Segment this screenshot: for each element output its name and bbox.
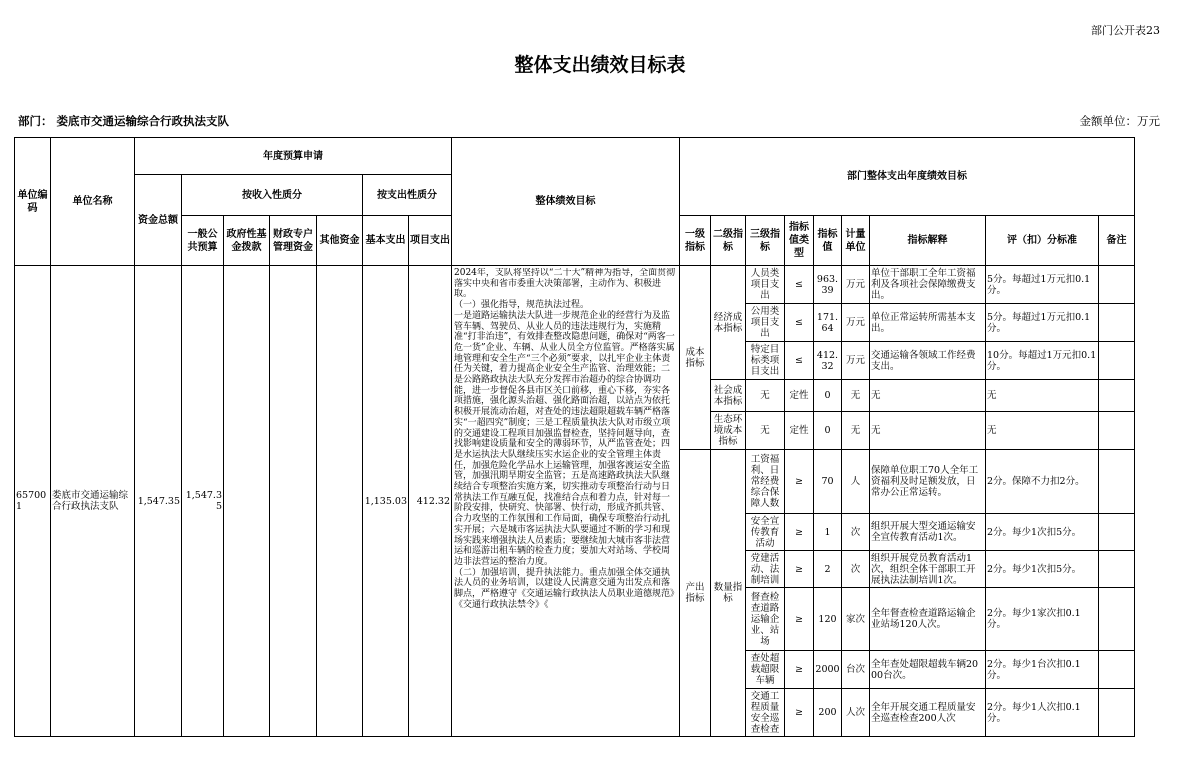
header-basic-exp: 基本支出	[363, 216, 409, 266]
indicator-type: ≥	[785, 450, 814, 514]
indicator-score: 2分。每少1次扣5分。	[986, 551, 1099, 588]
indicator-l3: 无	[746, 380, 785, 412]
indicator-value: 0	[814, 380, 842, 412]
indicator-l3: 公用类项目支出	[746, 304, 785, 342]
indicator-unit: 无	[842, 412, 870, 450]
header-remarks: 备注	[1099, 216, 1135, 266]
indicator-l3: 人员类项目支出	[746, 266, 785, 304]
project-exp-value: 412.32	[409, 266, 452, 737]
header-level3: 三级指标	[746, 216, 785, 266]
indicator-l3: 特定目标类项目支出	[746, 342, 785, 380]
indicator-explain: 交通运输各领域工作经费支出。	[870, 342, 986, 380]
indicator-l3: 安全宣传教育活动	[746, 514, 785, 551]
indicator-value: 120	[814, 588, 842, 651]
header-project-exp: 项目支出	[409, 216, 452, 266]
indicator-value: 0	[814, 412, 842, 450]
level1-cost: 成本指标	[680, 266, 711, 450]
indicator-value: 2000	[814, 651, 842, 689]
indicator-remark	[1099, 304, 1135, 342]
indicator-score: 10分。每超过1万元扣0.1分。	[986, 342, 1099, 380]
indicator-unit: 万元	[842, 304, 870, 342]
indicator-type: ≥	[785, 588, 814, 651]
header-fiscal-special: 财政专户管理资金	[270, 216, 317, 266]
indicator-remark	[1099, 450, 1135, 514]
header-unit-name: 单位名称	[51, 138, 135, 266]
indicator-type: ≤	[785, 266, 814, 304]
indicator-remark	[1099, 588, 1135, 651]
overall-goal-text	[452, 266, 680, 737]
gov-fund-value	[224, 266, 270, 737]
indicator-type: ≥	[785, 689, 814, 737]
level2-eco: 生态环境成本指标	[711, 412, 746, 450]
indicator-explain: 组织开展大型交通运输安全宣传教育活动1次。	[870, 514, 986, 551]
indicator-type: ≤	[785, 304, 814, 342]
indicator-explain: 组织开展党员教育活动1次，组织全体干部职工开展执法法制培训1次。	[870, 551, 986, 588]
indicator-remark	[1099, 551, 1135, 588]
indicator-remark	[1099, 266, 1135, 304]
indicator-unit: 家次	[842, 588, 870, 651]
unit-code: 657001	[15, 266, 51, 737]
indicator-value: 1	[814, 514, 842, 551]
header-unit: 计量单位	[842, 216, 870, 266]
page-title: 整体支出绩效目标表	[514, 54, 686, 76]
indicator-score: 5分。每超过1万元扣0.1分。	[986, 266, 1099, 304]
indicator-remark	[1099, 514, 1135, 551]
indicator-explain: 全年督查检查道路运输企业站场120人次。	[870, 588, 986, 651]
indicator-type: ≥	[785, 514, 814, 551]
indicator-score: 2分。每少1家次扣0.1分。	[986, 588, 1099, 651]
indicator-value: 412.32	[814, 342, 842, 380]
header-by-expenditure: 按支出性质分	[363, 175, 452, 216]
header-unit-code: 单位编码	[15, 138, 51, 266]
indicator-unit: 次	[842, 551, 870, 588]
indicator-type: 定性	[785, 412, 814, 450]
level2-quantity: 数量指标	[711, 450, 746, 737]
indicator-unit: 万元	[842, 266, 870, 304]
indicator-score: 无	[986, 380, 1099, 412]
indicator-unit: 人次	[842, 689, 870, 737]
indicator-type: 定性	[785, 380, 814, 412]
indicator-unit: 次	[842, 514, 870, 551]
level2-social: 社会成本指标	[711, 380, 746, 412]
header-explanation: 指标解释	[870, 216, 986, 266]
indicator-l3: 党建活动、法制培训	[746, 551, 785, 588]
indicator-type: ≥	[785, 551, 814, 588]
indicator-score: 2分。每少1台次扣0.1分。	[986, 651, 1099, 689]
indicator-value: 963.39	[814, 266, 842, 304]
indicator-value: 70	[814, 450, 842, 514]
fiscal-special-value	[270, 266, 317, 737]
indicator-value: 2	[814, 551, 842, 588]
indicator-type: ≤	[785, 342, 814, 380]
header-dept-perf: 部门整体支出年度绩效目标	[680, 138, 1135, 216]
page-number: 部门公开表23	[1091, 24, 1160, 37]
amount-unit-label: 金额单位：万元	[1079, 114, 1160, 128]
indicator-explain: 无	[870, 412, 986, 450]
indicator-score: 5分。每超过1万元扣0.1分。	[986, 304, 1099, 342]
indicator-explain: 单位干部职工全年工资福利及各项社会保障缴费支出。	[870, 266, 986, 304]
indicator-remark	[1099, 412, 1135, 450]
header-value-type: 指标值类型	[785, 216, 814, 266]
header-gov-fund: 政府性基金拨款	[224, 216, 270, 266]
header-general-budget: 一般公共预算	[182, 216, 224, 266]
department-label: 部门： 娄底市交通运输综合行政执法支队	[18, 114, 230, 128]
indicator-l3: 无	[746, 412, 785, 450]
level1-output: 产出指标	[680, 450, 711, 737]
indicator-remark	[1099, 651, 1135, 689]
indicator-value: 200	[814, 689, 842, 737]
other-funds-value	[317, 266, 363, 737]
indicator-explain: 单位正常运转所需基本支出。	[870, 304, 986, 342]
indicator-value: 171.64	[814, 304, 842, 342]
indicator-l3: 交通工程质量安全巡查检查	[746, 689, 785, 737]
header-value: 指标值	[814, 216, 842, 266]
indicator-score: 2分。保障不力扣2分。	[986, 450, 1099, 514]
header-other-funds: 其他资金	[317, 216, 363, 266]
level2-economic: 经济成本指标	[711, 266, 746, 380]
unit-name: 娄底市交通运输综合行政执法支队	[51, 266, 135, 737]
indicator-l3: 督查检查道路运输企业、站场	[746, 588, 785, 651]
header-by-income: 按收入性质分	[182, 175, 363, 216]
total-funds: 1,547.35	[135, 266, 182, 737]
indicator-explain: 全年开展交通工程质量安全巡查检查200人次	[870, 689, 986, 737]
indicator-l3: 查处超载超限车辆	[746, 651, 785, 689]
indicator-explain: 保障单位职工70人全年工资福利及时足额发放，日常办公正常运转。	[870, 450, 986, 514]
indicator-score: 2分。每少1人次扣0.1分。	[986, 689, 1099, 737]
header-level1: 一级指标	[680, 216, 711, 266]
performance-table	[14, 137, 1135, 737]
header-scoring: 评（扣）分标准	[986, 216, 1099, 266]
header-level2: 二级指标	[711, 216, 746, 266]
indicator-remark	[1099, 342, 1135, 380]
indicator-unit: 台次	[842, 651, 870, 689]
indicator-l3: 工资福利、日常经费综合保障人数	[746, 450, 785, 514]
indicator-remark	[1099, 689, 1135, 737]
indicator-remark	[1099, 380, 1135, 412]
indicator-type: ≥	[785, 651, 814, 689]
header-annual-budget: 年度预算申请	[135, 138, 452, 175]
indicator-unit: 人	[842, 450, 870, 514]
basic-exp-value: 1,135.03	[363, 266, 409, 737]
indicator-explain: 全年查处超限超载车辆2000台次。	[870, 651, 986, 689]
indicator-explain: 无	[870, 380, 986, 412]
indicator-unit: 万元	[842, 342, 870, 380]
header-total-funds: 资金总额	[135, 175, 182, 266]
indicator-unit: 无	[842, 380, 870, 412]
header-overall-goal: 整体绩效目标	[452, 138, 680, 266]
overall-goal-paragraphs: 2024年，支队将坚持以“二十大”精神为指导，全面贯彻落实中央和省市委重大决策部署，主动作为、积极进取。 （一）强化指导，规范执法过程。 一是道路运输执法大队进一步规范企业的经营行为及监管车辆、驾驶员、从业人员的违法违规行为，实施精准“打非治违”，有效排查整改隐患问题，确保对“两客一危一货”企业、车辆、从业人员全方位监管。严格落实属地管理和安全生产“三个必须”要求，以扎牢企业主体责任为关键，着力提高企业安全生产监管、治理效能；二是公路路政执法大队充分发挥市治超办的综合协调功能，进一步督促各县市区关口前移，重心下移，夯实各项措施，强化源头治超、强化路面治超，以站点为依托积极开展流动治超，对查处的违法超限超载车辆严格落实“一超四究”制度；三是工程质量执法大队对市级立项的交通建设工程项目加强监督检查，坚持问题导向，查找影响建设质量和安全的薄弱环节，从严监管查处；四是水运执法大队继续压实水运企业的安全管理主体责任，加强危险化学品水上运输管理，加强客渡运安全监管，加强汛期旱期安全监管；五是高速路政执法大队继续结合专项整治实施方案，切实推动专项整治行动与日常执法工作互融互促，找准结合点和着力点，针对每一阶段安排，快研究、快部署、快行动，形成齐抓共管、合力攻坚的工作氛围和工作局面，确保专项整治行动扎实开展；六是城市客运执法大队要通过不断的学习和现场实践来增强执法人员素质；要继续加大城市客非法营运和巡游出租车辆的检查力度；要加大对站场、学校周边非法营运的整治力度。 （二）加强培训，提升执法能力。重点加强全体交通执法人员的业务培训，以建设人民满意交通为出发点和落脚点，严格遵守《交通运输行政执法人员职业道德规范》《交通行政执法禁令》《	[454, 268, 676, 610]
indicator-score: 2分。每少1次扣5分。	[986, 514, 1099, 551]
indicator-score: 无	[986, 412, 1099, 450]
general-budget-value: 1,547.35	[182, 266, 224, 737]
